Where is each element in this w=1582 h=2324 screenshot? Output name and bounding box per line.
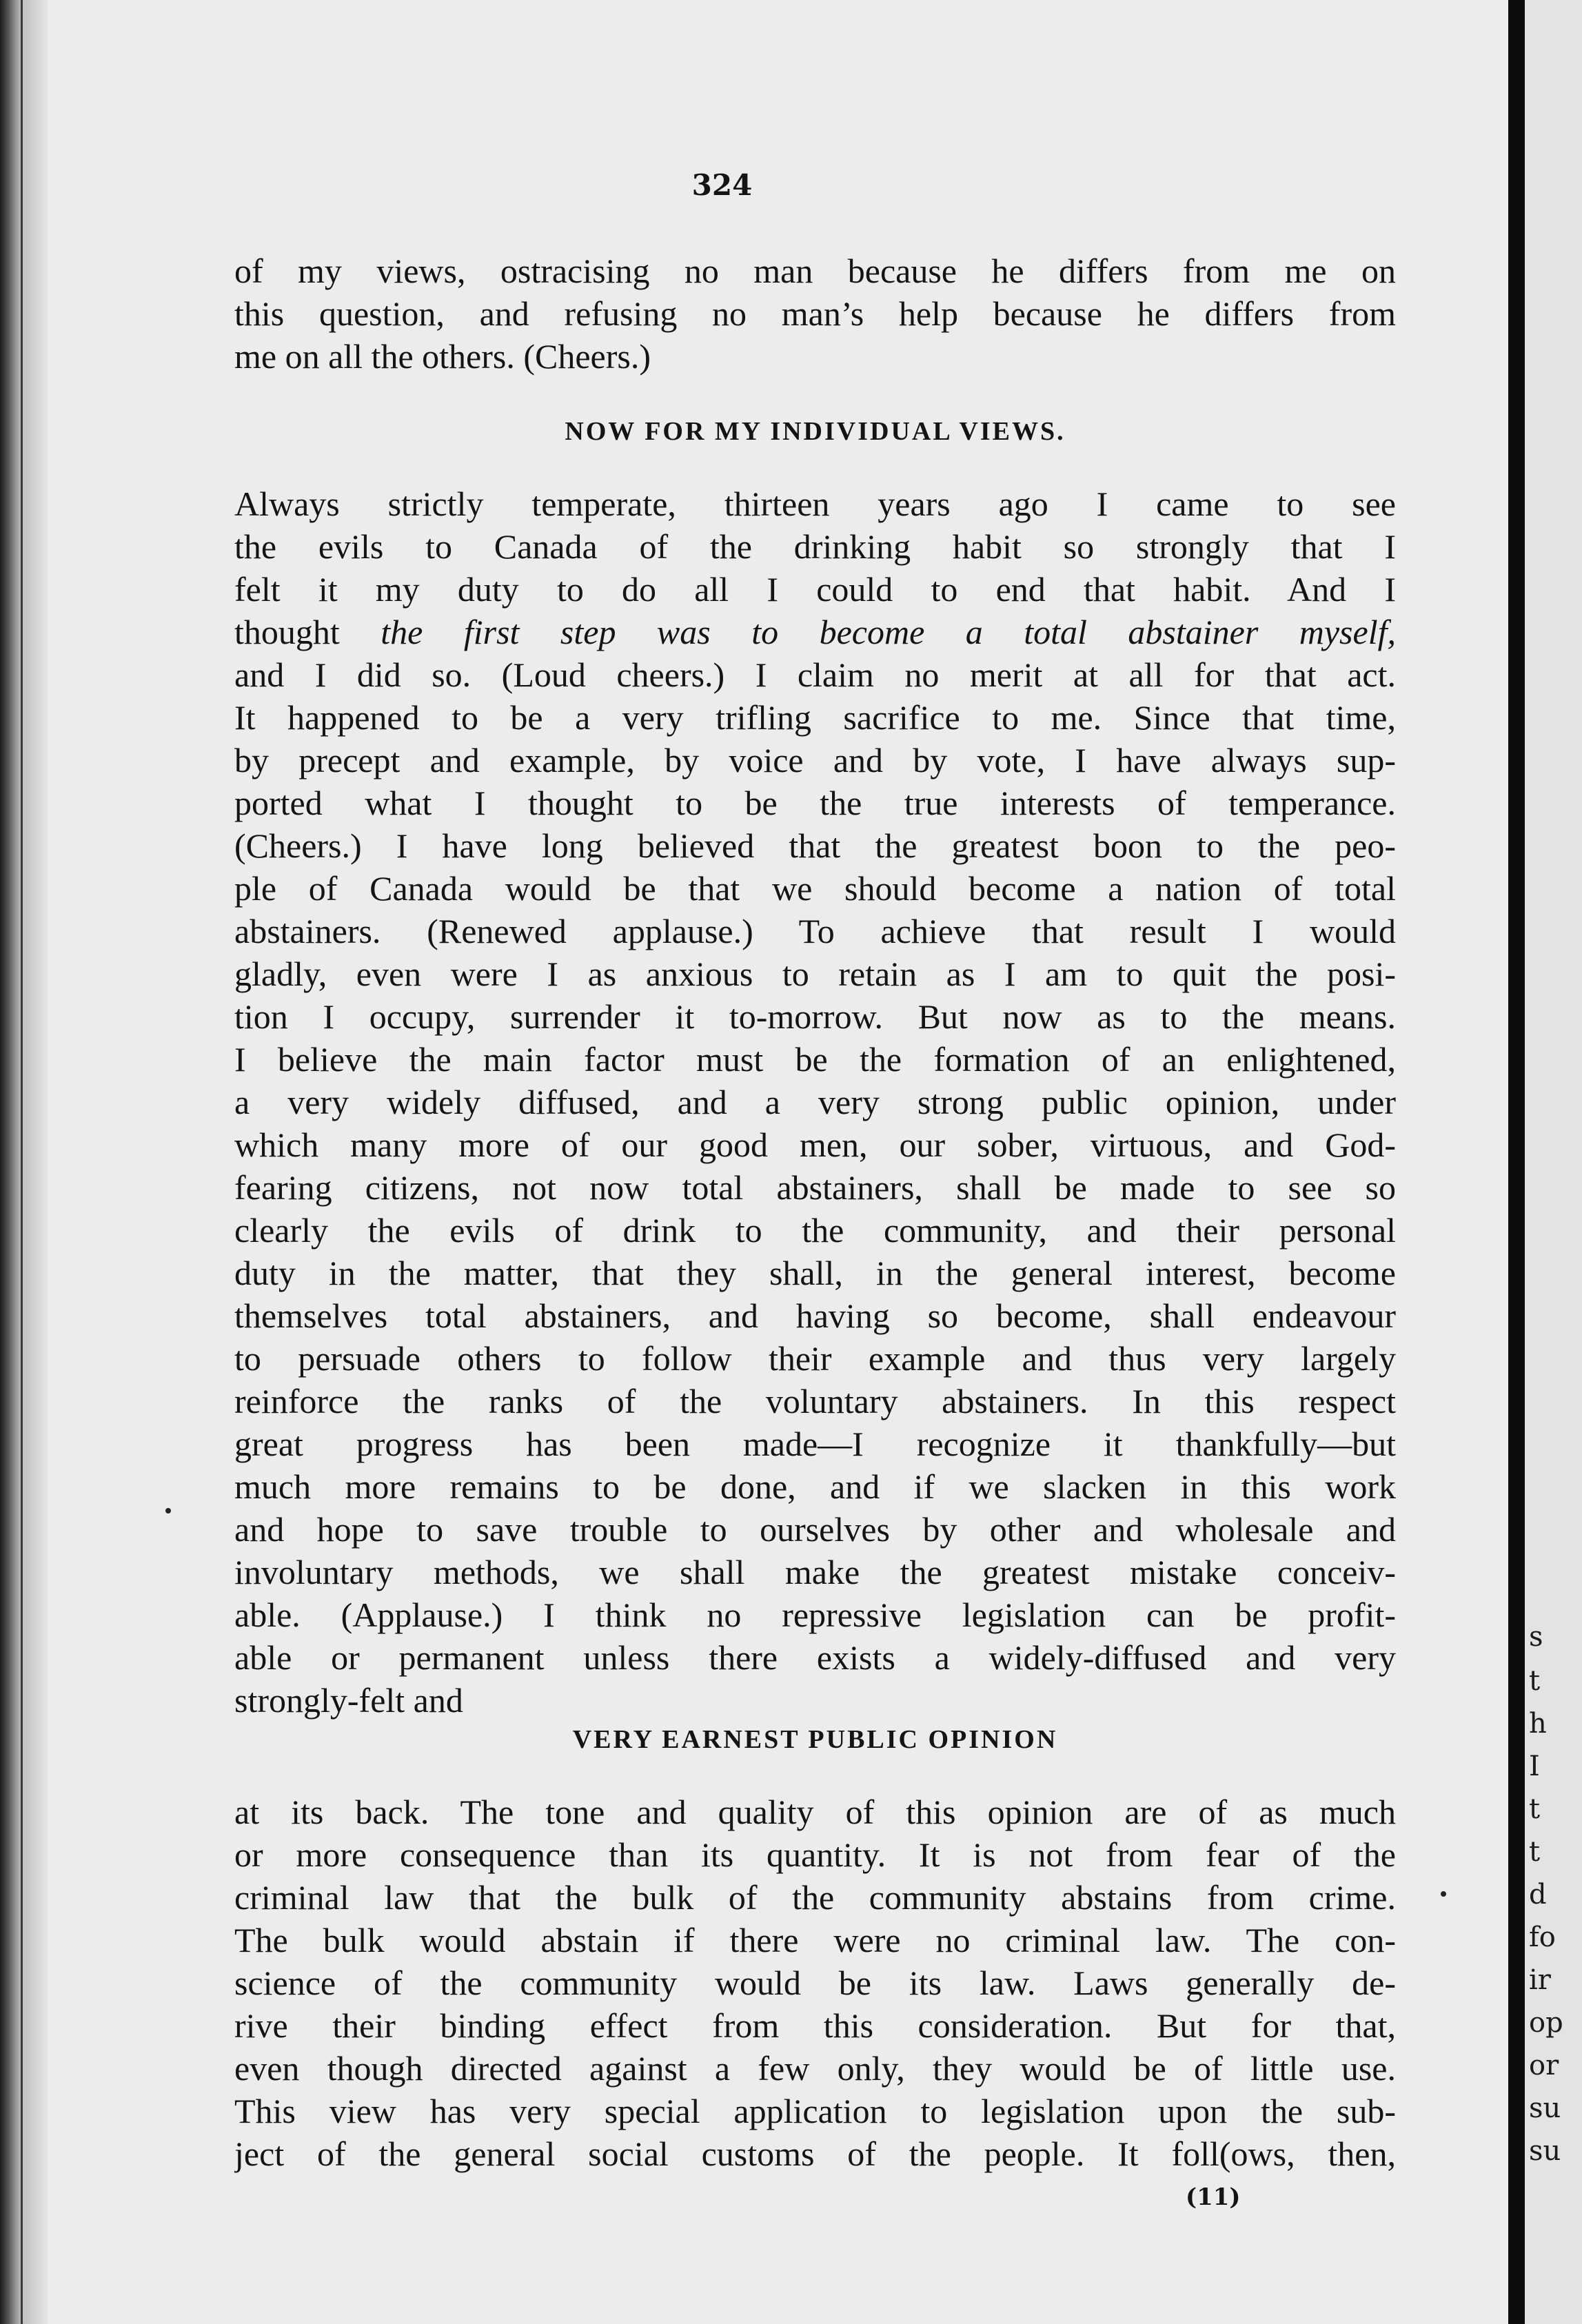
adjacent-page-text: ir: [1529, 1964, 1551, 1996]
text-line: abstainers. (Renewed applause.) To achieve that result I would: [234, 912, 1396, 950]
adjacent-page-text: s: [1529, 1621, 1543, 1653]
book-gutter: [0, 0, 48, 2324]
text-line: criminal law that the bulk of the community abstains from crime.: [234, 1878, 1396, 1917]
text-line: (Cheers.) I have long believed that the greatest boon to the peo-: [234, 826, 1396, 865]
text-line: at its back. The tone and quality of this opinion are of as much: [234, 1793, 1396, 1831]
paragraph-individual-views: [234, 482, 1396, 1722]
text-line: clearly the evils of drink to the community, and their personal: [234, 1211, 1396, 1250]
text-line: ject of the general social customs of the people. It foll(ows, then,: [234, 2134, 1396, 2173]
text-line: reinforce the ranks of the voluntary abstainers. In this respect: [234, 1382, 1396, 1420]
italic-text: the first step was to become a total abstainer myself,: [381, 613, 1396, 651]
ink-speck: [1441, 1891, 1446, 1897]
text-line: and I did so. (Loud cheers.) I claim no merit at all for that act.: [234, 655, 1396, 694]
text-line: which many more of our good men, our sober, virtuous, and God-: [234, 1125, 1396, 1164]
text-line: by precept and example, by voice and by vote, I have always sup-: [234, 741, 1396, 779]
paragraph-public-opinion: [234, 1791, 1396, 2175]
text-line: felt it my duty to do all I could to end that habit. And I: [234, 570, 1396, 609]
page-edge: [21, 0, 23, 2324]
adjacent-page-fragment: [1525, 0, 1582, 2324]
text-line: The bulk would abstain if there were no criminal law. The con-: [234, 1921, 1396, 1959]
book-spine: [1508, 0, 1525, 2324]
text-line: gladly, even were I as anxious to retain as I am to quit the posi-: [234, 955, 1396, 993]
text-line: much more remains to be done, and if we slacken in this work: [234, 1467, 1396, 1506]
section-heading: VERY EARNEST PUBLIC OPINION: [572, 1725, 1058, 1754]
adjacent-page-text: d: [1529, 1879, 1547, 1910]
adjacent-page-text: fo: [1529, 1922, 1556, 1953]
text-line: or more consequence than its quantity. It is not from fear of the: [234, 1835, 1396, 1874]
text-line: and hope to save trouble to ourselves by other and wholesale and: [234, 1510, 1396, 1549]
text-line: This view has very special application to legislation upon the sub-: [234, 2092, 1396, 2130]
text-line: fearing citizens, not now total abstainers, shall be made to see so: [234, 1168, 1396, 1207]
text-line: themselves total abstainers, and having so become, shall endeavour: [234, 1296, 1396, 1335]
text-run: thought: [234, 613, 381, 651]
text-line: great progress has been made—I recognize it thankfully—but: [234, 1425, 1396, 1463]
adjacent-page-text: t: [1529, 1836, 1541, 1868]
paragraph-continuation: [234, 249, 1396, 378]
page-number: 324: [691, 168, 753, 202]
adjacent-page-text: su: [1529, 2135, 1561, 2167]
adjacent-page-text: op: [1529, 2007, 1563, 2039]
adjacent-page-text: h: [1529, 1708, 1547, 1740]
text-line: duty in the matter, that they shall, in the general interest, become: [234, 1254, 1396, 1292]
signature-mark: (11): [1186, 2183, 1241, 2211]
text-line: me on all the others. (Cheers.): [234, 337, 651, 376]
text-line: It happened to be a very trifling sacrifice to me. Since that time,: [234, 698, 1396, 737]
adjacent-page-text: I: [1529, 1751, 1540, 1782]
text-line: Always strictly temperate, thirteen years ago I came to see: [234, 485, 1396, 523]
adjacent-page-text: t: [1529, 1793, 1541, 1825]
text-line: this question, and refusing no man’s help because he differs from: [234, 294, 1396, 333]
text-line-with-italic: [234, 611, 1396, 653]
text-line: rive their binding effect from this consideration. But for that,: [234, 2006, 1396, 2045]
text-line: of my views, ostracising no man because he differs from me on: [234, 252, 1396, 290]
text-line: involuntary methods, we shall make the greatest mistake conceiv-: [234, 1553, 1396, 1591]
text-line: able. (Applause.) I think no repressive legislation can be profit-: [234, 1596, 1396, 1634]
text-line: to persuade others to follow their example and thus very largely: [234, 1339, 1396, 1378]
text-line: tion I occupy, surrender it to-morrow. But now as to the means.: [234, 997, 1396, 1036]
section-heading: NOW FOR MY INDIVIDUAL VIEWS.: [565, 417, 1066, 446]
ink-speck: [165, 1508, 171, 1513]
text-line: even though directed against a few only, they would be of little use.: [234, 2049, 1396, 2088]
text-line: ple of Canada would be that we should become a nation of total: [234, 869, 1396, 908]
adjacent-page-text: or: [1529, 2050, 1559, 2081]
text-line: a very widely diffused, and a very strong public opinion, under: [234, 1083, 1396, 1121]
text-line: I believe the main factor must be the formation of an enlightened,: [234, 1040, 1396, 1079]
text-line: strongly-felt and: [234, 1681, 463, 1720]
adjacent-page-text: t: [1529, 1665, 1541, 1697]
text-line: the evils to Canada of the drinking habit so strongly that I: [234, 527, 1396, 566]
text-line: ported what I thought to be the true interests of temperance.: [234, 784, 1396, 822]
adjacent-page-text: su: [1529, 2092, 1561, 2124]
text-line: able or permanent unless there exists a widely-diffused and very: [234, 1638, 1396, 1677]
text-line: science of the community would be its law. Laws generally de-: [234, 1964, 1396, 2002]
